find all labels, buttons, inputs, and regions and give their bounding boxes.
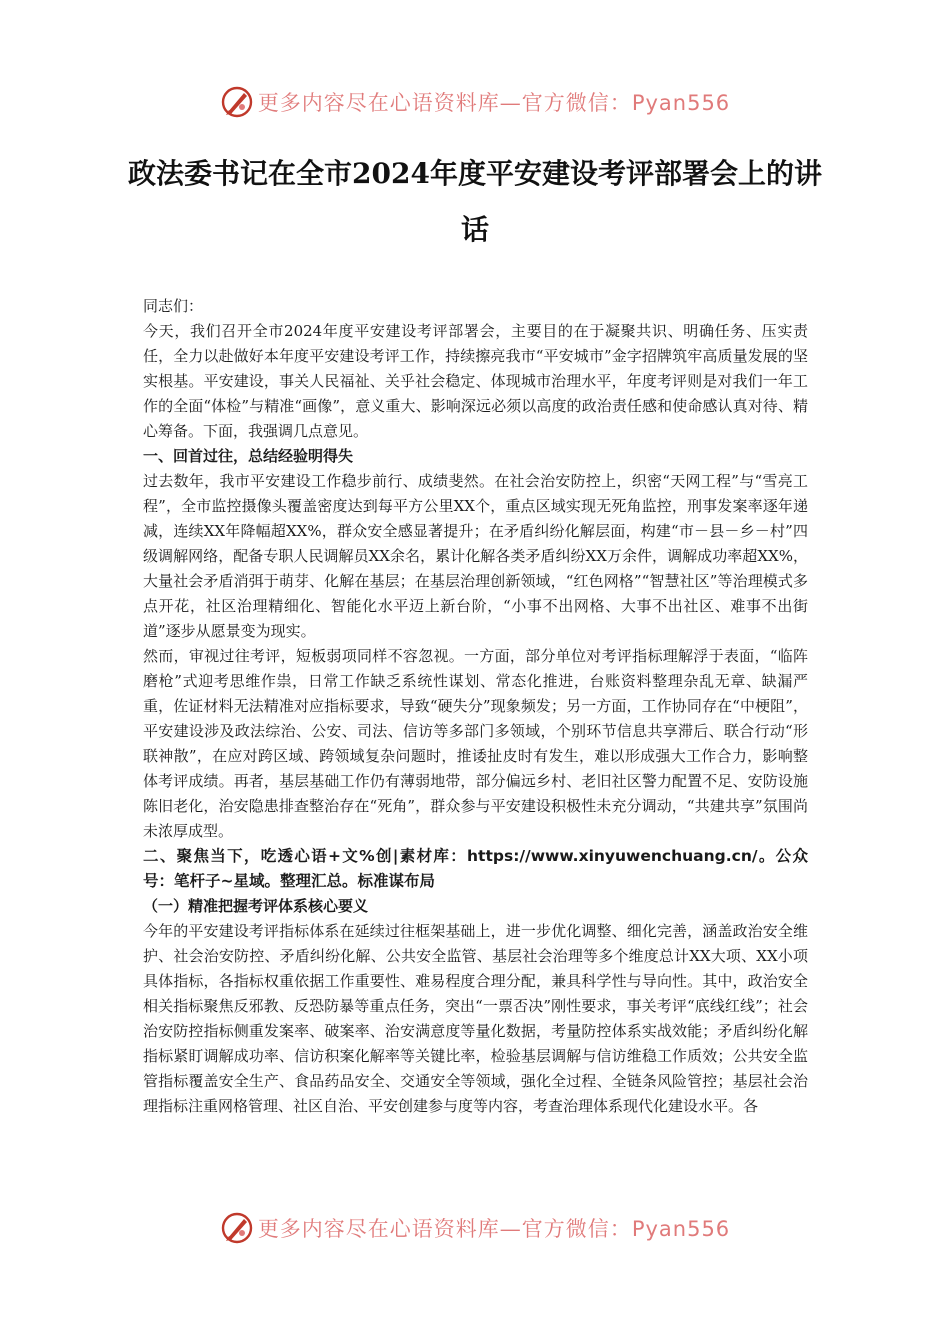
intro-paragraph: 今天，我们召开全市2024年度平安建设考评部署会，主要目的在于凝聚共识、明确任务、压实责任，全力以赴做好本年度平安建设考评工作，持续擦亮我市“平安城市”金字招牌筑牢高质量发展的坚实根基。平安建设，事关人民福祉、关乎社会稳定、体现城市治理水平，年度考评则是对我们一年工作的全面“体检”与精准“画像”，意义重大、影响深远必须以高度的政治责任感和使命感认真对待、精心筹备。下面，我强调几点意见。: [143, 322, 808, 440]
banner-text: 更多内容尽在心语资料库—官方微信：Pyan556: [257, 1217, 731, 1241]
pen-circle-logo-icon: [220, 1211, 254, 1245]
banner-wechat-id: Pyan556: [631, 91, 731, 115]
footer-watermark-banner: [0, 1206, 950, 1250]
subsection-heading-1: （一）精准把握考评体系核心要义: [143, 897, 369, 915]
salutation: 同志们：: [143, 297, 204, 315]
paragraph-1: 过去数年，我市平安建设工作稳步前行、成绩斐然。在社会治安防控上，织密“天网工程”与“雪亮工程”，全市监控摄像头覆盖密度达到每平方公里XX个，重点区域实现无死角监控，刑事发案率逐年递减，连续XX年降幅超XX%，群众安全感显著提升；在矛盾纠纷化解层面，构建“市－县－乡－村”四级调解网络，配备专职人民调解员XX余名，累计化解各类矛盾纠纷XX万余件，调解成功率超XX%，大量社会矛盾消弭于萌芽、化解在基层；在基层治理创新领域，“红色网格”“智慧社区”等治理模式多点开花，社区治理精细化、智能化水平迈上新台阶，“小事不出网格、大事不出社区、难事不出街道”逐步从愿景变为现实。: [143, 472, 808, 640]
document-title: 政法委书记在全市2024年度平安建设考评部署会上的讲话: [128, 157, 822, 246]
banner-text: 更多内容尽在心语资料库—官方微信：Pyan556: [257, 91, 731, 115]
document-body: [143, 294, 808, 1119]
banner-wechat-id: Pyan556: [631, 1217, 731, 1241]
paragraph-3: 今年的平安建设考评指标体系在延续过往框架基础上，进一步优化调整、细化完善，涵盖政治安全维护、社会治安防控、矛盾纠纷化解、公共安全监管、基层社会治理等多个维度总计XX大项、XX小项具体指标，各指标权重依据工作重要性、难易程度合理分配，兼具科学性与导向性。其中，政治安全相关指标聚焦反邪教、反恐防暴等重点任务，突出“一票否决”刚性要求，事关考评“底线红线”；社会治安防控指标侧重发案率、破案率、治安满意度等量化数据，考量防控体系实战效能；矛盾纠纷化解指标紧盯调解成功率、信访积案化解率等关键比率，检验基层调解与信访维稳工作质效；公共安全监管指标覆盖安全生产、食品药品安全、交通安全等领域，强化全过程、全链条风险管控；基层社会治理指标注重网格管理、社区自治、平安创建参与度等内容，考查治理体系现代化建设水平。各: [143, 922, 808, 1115]
section-heading-1: 一、回首过往，总结经验明得失: [143, 447, 354, 465]
paragraph-2: 然而，审视过往考评，短板弱项同样不容忽视。一方面，部分单位对考评指标理解浮于表面，“临阵磨枪”式迎考思维作祟，日常工作缺乏系统性谋划、常态化推进，台账资料整理杂乱无章、缺漏严重，佐证材料无法精准对应指标要求，导致“硬失分”现象频发；另一方面，工作协同存在“中梗阻”，平安建设涉及政法综治、公安、司法、信访等多部门多领域，个别环节信息共享滞后、联合行动“形联神散”，在应对跨区域、跨领域复杂问题时，推诿扯皮时有发生，难以形成强大工作合力，影响整体考评成绩。再者，基层基础工作仍有薄弱地带，部分偏远乡村、老旧社区警力配置不足、安防设施陈旧老化，治安隐患排查整治存在“死角”，群众参与平安建设积极性未充分调动，“共建共享”氛围尚未浓厚成型。: [143, 647, 808, 840]
pen-circle-logo-icon: [220, 85, 254, 119]
header-watermark-banner: [0, 80, 950, 124]
section-heading-2: 二、聚焦当下，吃透心语+文%创|素材库：https://www.xinyuwenchuang.cn/。公众号：笔杆子~星域。整理汇总。标准谋布局: [143, 847, 808, 890]
